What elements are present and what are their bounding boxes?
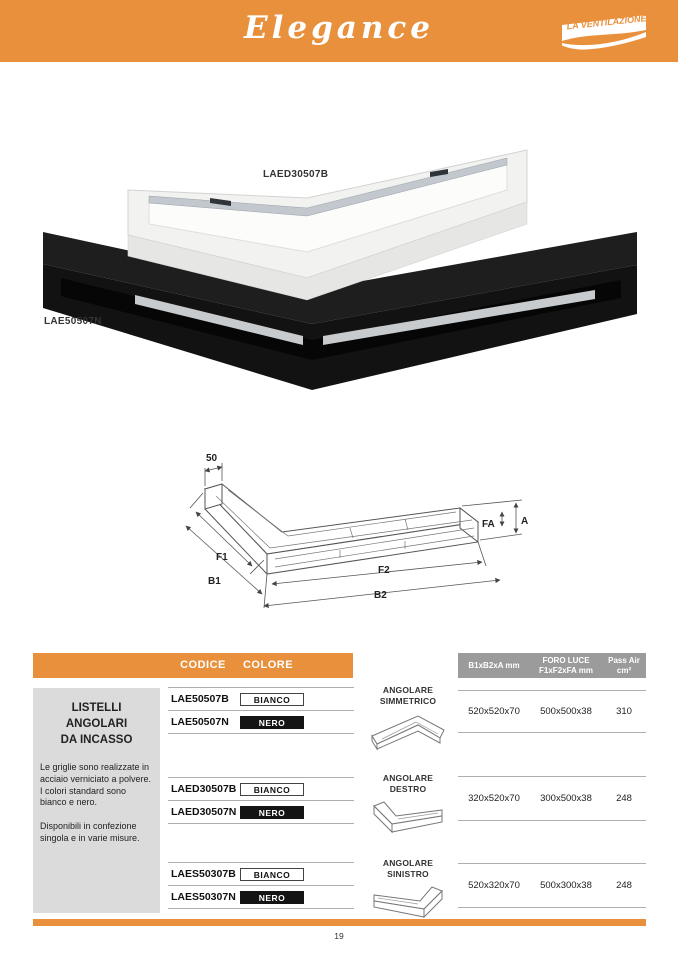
logo-text: LA VENTILAZIONE [566,13,647,32]
product-code: LAES50307N [171,891,236,903]
foro-luce-value: 500x300x38 [540,880,592,891]
series-title: Elegance [243,10,435,46]
la-ventilazione-logo-icon [558,12,650,50]
spec-row-simmetrico [458,690,646,733]
foro-luce-value: 300x500x38 [540,793,592,804]
angolare-destro-icon [368,796,448,842]
dim-b2-label: B2 [374,590,387,601]
black-grille-label: LAE50507N [44,316,102,327]
code-group-sinistro [168,862,354,909]
color-badge-bianco: BIANCO [240,783,304,796]
dim-f2-label: F2 [378,565,390,576]
spec-header-pass-air: Pass Air cm² [608,656,640,675]
product-photo [35,138,645,433]
codice-colore-header [33,653,353,678]
code-group-simmetrico [168,687,354,734]
product-code: LAE50507B [171,693,229,705]
header-bar [0,0,678,62]
spec-row-sinistro [458,863,646,908]
category-description-2: Disponibili in confezione singola e in varie misure. [40,821,140,843]
code-group-destro [168,777,354,824]
dimensions-value: 320x520x70 [468,793,520,804]
product-code: LAE50507N [171,716,229,728]
white-grille-label: LAED30507B [263,169,329,180]
table-row [168,862,354,885]
color-badge-nero: NERO [240,891,304,904]
codice-header-label: CODICE [180,659,226,671]
dimensions-value: 520x320x70 [468,880,520,891]
color-badge-bianco: BIANCO [240,868,304,881]
category-title: LISTELLI ANGOLARI DA INCASSO [60,702,133,747]
dim-b1-label: B1 [208,576,221,587]
pass-air-value: 248 [616,880,632,891]
dim-a-label: A [521,516,529,527]
spec-header-foro-luce: FORO LUCE F1xF2xFA mm [539,656,593,675]
product-code: LAES50307B [171,868,236,880]
page-number: 19 [334,931,344,941]
foro-luce-value: 500x500x38 [540,706,592,717]
color-badge-nero: NERO [240,806,304,819]
table-row [168,777,354,800]
spec-header [458,653,646,678]
angolare-simmetrico-icon [368,708,448,754]
spec-row-destro [458,776,646,821]
dim-fa-label: FA [482,519,495,530]
product-code: LAED30507N [171,806,237,818]
table-row [168,885,354,908]
type-angolare-destro: ANGOLARE DESTRO [358,773,458,847]
footer-accent-bar [33,919,646,926]
brand-logo [558,12,650,55]
table-row [168,687,354,710]
pass-air-value: 248 [616,793,632,804]
tech-drawing [150,448,550,628]
dim-f1-label: F1 [216,552,228,563]
type-angolare-simmetrico: ANGOLARE SIMMETRICO [358,685,458,759]
color-badge-nero: NERO [240,716,304,729]
colore-header-label: COLORE [242,659,294,671]
dim-50-label: 50 [206,453,218,464]
color-badge-bianco: BIANCO [240,693,304,706]
table-row [168,800,354,823]
category-box [33,688,160,913]
product-code: LAED30507B [171,783,237,795]
category-description-1: Le griglie sono realizzate in acciaio verniciato a polvere. I colori standard sono bianco e nero. [40,762,152,808]
pass-air-value: 310 [616,706,632,717]
type-angolare-sinistro: ANGOLARE SINISTRO [358,858,458,932]
spec-header-dimensions: B1xB2xA mm [468,661,520,670]
table-row [168,710,354,733]
dimensions-value: 520x520x70 [468,706,520,717]
